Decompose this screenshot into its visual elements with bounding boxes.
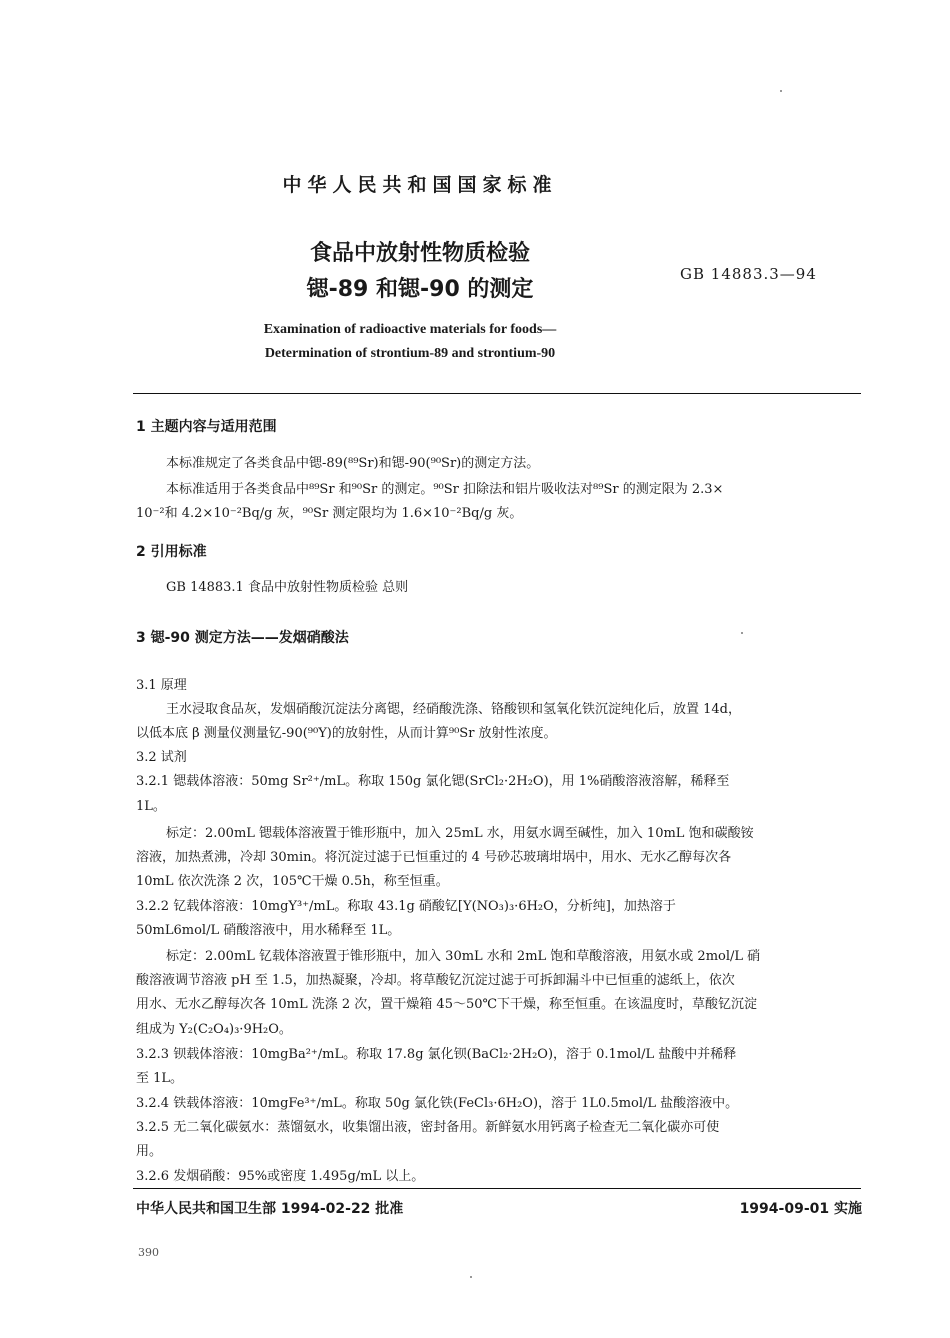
scan-speck: [470, 1276, 472, 1278]
section-3-1-text-b: 以低本底 β 测量仪测量钇-90(⁹⁰Y)的放射性，从而计算⁹⁰Sr 放射性浓度。: [136, 726, 557, 741]
section-3-2-2-a: 3.2.2 钇载体溶液：10mgY³⁺/mL。称取 43.1g 硝酸钇[Y(NO₃)₃·6H₂O，分析纯]，加热溶于: [136, 899, 676, 914]
english-title-line2: Determination of strontium-89 and strontium-90: [264, 346, 556, 361]
section-3-2-1-a: 3.2.1 锶载体溶液：50mg Sr²⁺/mL。称取 150g 氯化锶(SrCl₂·2H₂O)，用 1%硝酸溶液溶解，稀释至: [136, 774, 730, 789]
section-3-2-5-a: 3.2.5 无二氧化碳氨水：蒸馏氨水，收集馏出液，密封备用。新鲜氨水用钙离子检查无二氧化碳亦可使: [136, 1120, 720, 1135]
page-number: 390: [138, 1246, 159, 1259]
section-3-2-heading: 3.2 试剂: [136, 750, 187, 765]
section-3-2-6: 3.2.6 发烟硝酸：95%或密度 1.495g/mL 以上。: [136, 1169, 425, 1184]
effective-date: 1994-09-01 实施: [739, 1201, 862, 1217]
section-3-1-text-a: 王水浸取食品灰，发烟硝酸沉淀法分离锶，经硝酸洗涤、铬酸钡和氢氧化铁沉淀纯化后，放置 14d，: [166, 702, 741, 717]
scan-speck: [780, 90, 782, 92]
section-2-reference: GB 14883.1 食品中放射性物质检验 总则: [166, 580, 409, 595]
section-3-2-4: 3.2.4 铁载体溶液：10mgFe³⁺/mL。称取 50g 氯化铁(FeCl₃·6H₂O)，溶于 1L0.5mol/L 盐酸溶液中。: [136, 1096, 739, 1111]
section-1-paragraph-2a: 本标准适用于各类食品中⁸⁹Sr 和⁹⁰Sr 的测定。⁹⁰Sr 扣除法和铝片吸收法对⁸⁹Sr 的测定限为 2.3×: [166, 482, 724, 497]
section-3-2-1-b: 1L。: [136, 799, 166, 814]
section-3-1-heading: 3.1 原理: [136, 678, 187, 693]
section-1-heading: 1 主题内容与适用范围: [136, 419, 277, 435]
approval-line: 中华人民共和国卫生部 1994-02-22 批准: [136, 1201, 404, 1217]
section-3-2-5-b: 用。: [136, 1144, 163, 1159]
footer-divider: [133, 1188, 861, 1189]
section-3-2-2-f: 组成为 Y₂(C₂O₄)₃·9H₂O。: [136, 1022, 292, 1037]
section-1-paragraph-2b: 10⁻²和 4.2×10⁻²Bq/g 灰，⁹⁰Sr 测定限均为 1.6×10⁻²Bq/g 灰。: [136, 506, 523, 521]
section-1-paragraph-1: 本标准规定了各类食品中锶-89(⁸⁹Sr)和锶-90(⁹⁰Sr)的测定方法。: [166, 456, 540, 471]
section-3-2-3-a: 3.2.3 钡载体溶液：10mgBa²⁺/mL。称取 17.8g 氯化钡(BaCl₂·2H₂O)，溶于 0.1mol/L 盐酸中并稀释: [136, 1047, 737, 1062]
national-standard-heading: 中华人民共和国国家标准: [282, 174, 558, 196]
section-3-2-1-c: 标定：2.00mL 锶载体溶液置于锥形瓶中，加入 25mL 水，用氨水调至碱性，加入 10mL 饱和碳酸铵: [166, 826, 754, 841]
document-title-line1: 食品中放射性物质检验: [309, 241, 530, 266]
scan-speck: [741, 632, 743, 634]
english-title-line1: Examination of radioactive materials for foods—: [263, 322, 557, 337]
section-3-2-2-b: 50mL6mol/L 硝酸溶液中，用水稀释至 1L。: [136, 923, 401, 938]
section-3-2-2-e: 用水、无水乙醇每次各 10mL 洗涤 2 次，置干燥箱 45～50℃下干燥，称至恒重。在该温度时，草酸钇沉淀: [136, 997, 758, 1012]
standard-code: GB 14883.3—94: [680, 265, 817, 283]
section-2-heading: 2 引用标准: [136, 544, 207, 560]
section-3-2-1-e: 10mL 依次洗涤 2 次，105℃干燥 0.5h，称至恒重。: [136, 874, 449, 889]
document-title-line2: 锶-89 和锶-90 的测定: [306, 277, 534, 302]
section-3-2-1-d: 溶液，加热煮沸，冷却 30min。将沉淀过滤于已恒重过的 4 号砂芯玻璃坩埚中，用水、无水乙醇每次各: [136, 850, 732, 865]
section-3-2-2-d: 酸溶液调节溶液 pH 至 1.5，加热凝聚，冷却。将草酸钇沉淀过滤于可拆卸漏斗中已恒重的滤纸上，依次: [136, 973, 735, 988]
section-3-2-2-c: 标定：2.00mL 钇载体溶液置于锥形瓶中，加入 30mL 水和 2mL 饱和草酸溶液，用氨水或 2mol/L 硝: [166, 949, 761, 964]
section-3-2-3-b: 至 1L。: [136, 1071, 184, 1086]
section-3-heading: 3 锶-90 测定方法——发烟硝酸法: [136, 630, 349, 646]
header-divider: [133, 393, 861, 394]
